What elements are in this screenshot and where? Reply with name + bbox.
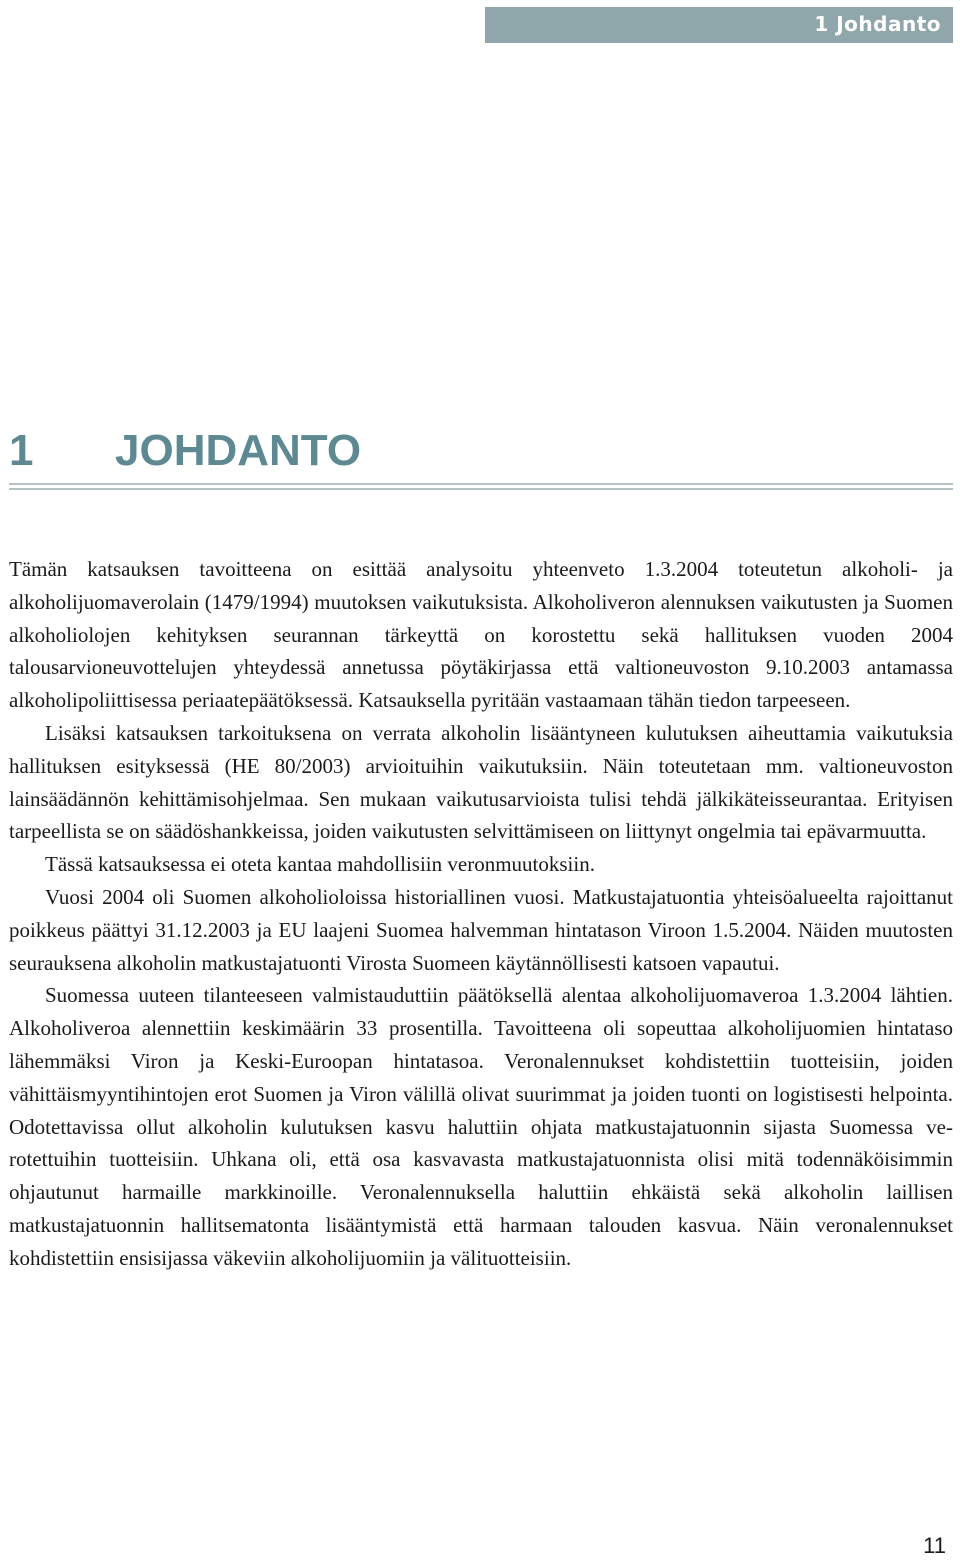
- heading-rule-top: [9, 483, 953, 485]
- running-header: [485, 7, 953, 43]
- chapter-heading: [9, 423, 361, 479]
- paragraph-1: Tämän katsauksen tavoitteena on esittää analysoitu yhteenveto 1.3.2004 toteutetun alkoholi- ja alkoholijuomaverolain (1479/1994) muutoksen vaikutuksista. Alkoholiveron alennuksen vaikutusten ja Suomen alkoholiolojen kehityksen seurannan tärkeyttä on korostettu sekä hallituksen vuoden 2004 talousarvioneuvottelujen yhteydessä annetussa pöytäkirjassa että valtioneuvoston 9.10.2003 antamassa alkoholipoliittisessa periaatepäätöksessä. Katsauksella pyritään vastaamaan tähän tiedon tarpeeseen.: [9, 557, 953, 713]
- page-number: 11: [923, 1533, 946, 1558]
- body-text: [9, 553, 953, 1275]
- paragraph-2: Lisäksi katsauksen tarkoituksena on verrata alkoholin lisääntyneen kulutuksen aiheuttamia vaikutuksia hallituksen esityksessä (HE 80/2003) arvioituihin vaikutuksiin. Näin toteutetaan mm. valtioneuvoston lainsäädännön kehittämisohjelmaa. Sen mukaan vaikutusarvioista tulisi tehdä jälkikäteisseurantaa. Erityisen tarpeellista se on säädöshankkeissa, joiden vaikutusten selvittämiseen on liittynyt ongelmia tai epävarmuutta.: [9, 720, 953, 844]
- running-header-title: 1 Johdanto: [814, 12, 941, 36]
- chapter-number: 1: [9, 426, 34, 475]
- paragraph-5: Suomessa uuteen tilanteeseen valmistauduttiin päätöksellä alentaa alkoholijuomaveroa 1.3.2004 lähtien. Alkoholiveroa alennettiin keskimäärin 33 prosentilla. Tavoitteena oli sopeuttaa alkoholijuomien hintataso lähemmäksi Viron ja Keski-Euroopan hintatasoa. Veronalennukset kohdistettiin tuotteisiin, joiden vähittäismyyntihintojen erot Suomen ja Viron välillä olivat suurimmat ja joiden tuonti on logistisesti helpointa. Odotettavissa ollut alkoholin kulutuksen kasvu haluttiin ohjata matkustajatuonnin sijasta Suomessa verotettuihin tuotteisiin. Uhkana oli, että osa kasvavasta matkustajatuonnista olisi mitä todennäköisimmin ohjautunut harmaille markkinoille. Veronalennuksella haluttiin ehkäistä sekä alkoholin laillisen matkustajatuonnin hallitsematonta lisääntymistä että harmaan talouden kasvua. Näin veronalennukset kohdistettiin ensisijassa väkeviin alkoholijuomiin ja välituotteisiin.: [9, 983, 953, 1270]
- paragraph-4: Vuosi 2004 oli Suomen alkoholioloissa historiallinen vuosi. Matkustajatuontia yhteisöalueelta rajoittanut poikkeus päättyi 31.12.2003 ja EU laajeni Suomea halvemman hintatason Viroon 1.5.2004. Näiden muutosten seurauksena alkoholin matkustajatuonti Virosta Suomeen käytännöllisesti katsoen vapautui.: [9, 884, 953, 975]
- chapter-title: JOHDANTO: [115, 426, 362, 475]
- paragraph-3: Tässä katsauksessa ei oteta kantaa mahdollisiin veronmuutoksiin.: [45, 852, 595, 877]
- heading-rule-bottom: [9, 488, 953, 490]
